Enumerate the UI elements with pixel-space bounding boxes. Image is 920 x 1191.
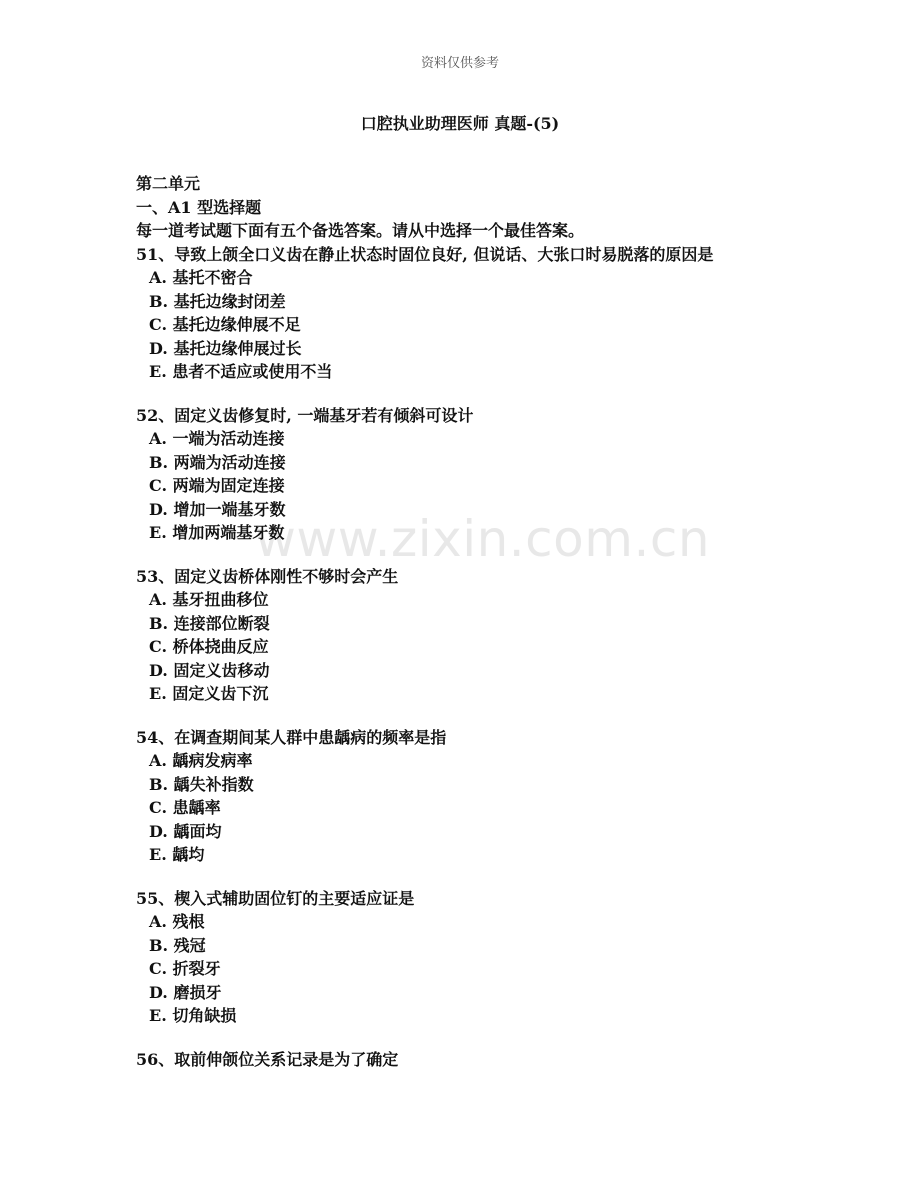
question-block <box>136 887 836 1028</box>
question-stem: 55、楔入式辅助固位钉的主要适应证是 <box>136 888 415 908</box>
answer-option: D. 磨损牙 <box>149 982 222 1002</box>
page-header: 资料仅供参考 <box>420 56 499 71</box>
answer-option: A. 基托不密合 <box>149 268 253 287</box>
answer-option: E. 龋均 <box>149 845 205 864</box>
answer-option: B. 两端为活动连接 <box>149 452 286 472</box>
answer-option: A. 残根 <box>149 912 205 931</box>
unit-heading: 第二单元 <box>136 174 201 193</box>
section-heading: 一、A1 型选择题 <box>136 197 262 217</box>
question-block <box>136 565 836 706</box>
document-body <box>136 172 836 1071</box>
answer-option: D. 龋面均 <box>149 821 222 841</box>
question-stem: 52、固定义齿修复时, 一端基牙若有倾斜可设计 <box>136 405 474 425</box>
answer-option: A. 龋病发病率 <box>149 751 253 770</box>
document-title: 口腔执业助理医师 真题-(5) <box>360 114 560 133</box>
answer-option: C. 两端为固定连接 <box>149 476 285 495</box>
answer-option: D. 固定义齿移动 <box>149 660 270 680</box>
instruction-text: 每一道考试题下面有五个备选答案。请从中选择一个最佳答案。 <box>136 221 585 240</box>
answer-option: A. 一端为活动连接 <box>149 429 285 448</box>
question-block <box>136 726 836 867</box>
answer-option: E. 固定义齿下沉 <box>149 684 269 703</box>
answer-option: B. 连接部位断裂 <box>149 613 270 633</box>
answer-option: C. 患龋率 <box>149 798 221 817</box>
answer-option: C. 桥体挠曲反应 <box>149 637 269 656</box>
answer-option: B. 基托边缘封闭差 <box>149 291 286 311</box>
question-list <box>136 243 836 1072</box>
answer-option: E. 患者不适应或使用不当 <box>149 362 333 381</box>
answer-option: D. 基托边缘伸展过长 <box>149 338 302 358</box>
question-stem: 53、固定义齿桥体刚性不够时会产生 <box>136 566 399 586</box>
question-block <box>136 404 836 545</box>
question-stem: 54、在调查期间某人群中患龋病的频率是指 <box>136 727 447 747</box>
answer-option: C. 基托边缘伸展不足 <box>149 315 301 334</box>
answer-option: B. 残冠 <box>149 935 206 955</box>
answer-option: B. 龋失补指数 <box>149 774 254 794</box>
answer-option: C. 折裂牙 <box>149 959 221 978</box>
answer-option: E. 增加两端基牙数 <box>149 523 285 542</box>
question-block <box>136 1048 836 1072</box>
question-stem: 56、取前伸颌位关系记录是为了确定 <box>136 1049 399 1069</box>
question-block <box>136 243 836 384</box>
watermark: www.zixin.com.cn <box>255 510 711 568</box>
answer-option: E. 切角缺损 <box>149 1006 237 1025</box>
answer-option: A. 基牙扭曲移位 <box>149 590 269 609</box>
answer-option: D. 增加一端基牙数 <box>149 499 286 519</box>
question-stem: 51、导致上颌全口义齿在静止状态时固位良好, 但说话、大张口时易脱落的原因是 <box>136 244 714 264</box>
